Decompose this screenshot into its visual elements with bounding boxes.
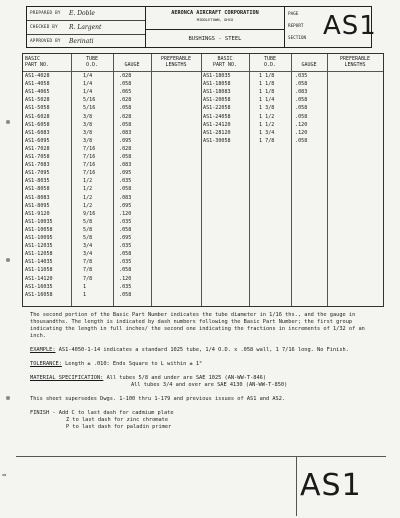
company-name: AERONCA AIRCRAFT CORPORATION [171, 10, 259, 16]
gauge-cell: .083 [119, 194, 132, 201]
tube-od-cell: 1/2 [83, 178, 93, 185]
gauge-cell: .058 [295, 113, 308, 120]
part-number-cell: AS1-7095 [25, 170, 50, 177]
gauge-cell: .035 [119, 178, 132, 185]
material-spec-1: All tubes 5/8 and under are SAE 1025 (AN-WW-T-846) [106, 375, 267, 381]
part-number-cell: AS1-7028 [25, 145, 50, 152]
part-number-cell: AS1-18083 [203, 89, 231, 96]
tolerance-label: TOLERANCE: [30, 361, 62, 367]
gauge-cell: .058 [295, 105, 308, 112]
tube-od-cell: 3/8 [83, 129, 93, 136]
company-block [146, 7, 285, 47]
gauge-cell: .083 [119, 129, 132, 136]
part-number-cell: AS1-4065 [25, 89, 50, 96]
approved-row [27, 35, 145, 48]
gauge-cell: .120 [119, 275, 132, 282]
gauge-cell: .095 [119, 137, 132, 144]
column-divider [291, 54, 292, 306]
tube-od-cell: 7/16 [83, 162, 96, 169]
gauge-cell: .035 [119, 218, 132, 225]
subject-title: BUSHINGS - STEEL [146, 29, 284, 48]
footer-divider [296, 456, 297, 516]
material-spec-2: All tubes 3/4 and over are SAE 4130 (AN-WW-T-850) [131, 382, 288, 388]
part-number-cell: AS1-10095 [25, 235, 53, 241]
tube-od-cell: 1 1/2 [259, 113, 275, 120]
part-number-cell: AS1-5028 [25, 97, 50, 104]
part-number-cell: AS1-9120 [25, 210, 50, 217]
tube-od-cell: 7/16 [83, 145, 96, 152]
header-tube-od-2: TUBE O.D. [263, 56, 277, 68]
part-number-cell: AS1-8095 [25, 202, 50, 209]
finish-line-2: Z to last dash for zinc chromate [66, 417, 169, 423]
part-number-cell: AS1-20058 [203, 97, 231, 104]
gauge-cell: .058 [119, 267, 132, 274]
header-basic-part: BASIC PART NO. [25, 56, 50, 68]
side-mark: D [2, 473, 7, 476]
title-block [26, 6, 377, 48]
part-number-cell: AS1-28120 [203, 129, 231, 136]
material-label: MATERIAL SPECIFICATION: [30, 375, 104, 381]
finish-line-1: FINISH - Add C to last dash for cadmium plate [30, 410, 174, 416]
example-line [30, 347, 375, 354]
prepared-by: E. Doble [69, 10, 95, 17]
gauge-cell: .058 [295, 97, 308, 104]
gauge-cell: .058 [119, 81, 132, 88]
tube-od-cell: 1/4 [83, 73, 93, 79]
part-number-cell: AS1-14120 [25, 275, 53, 282]
tube-od-cell: 7/16 [83, 154, 96, 160]
tube-od-cell: 1/4 [83, 89, 93, 96]
part-number-cell: AS1-12058 [25, 251, 53, 258]
gauge-cell: .028 [119, 113, 132, 120]
part-number-cell: AS1-10058 [25, 226, 53, 233]
supersedes-note: This sheet supersedes Dwgs. 1-100 thru 1-179 and previous issues of AS1 and AS2. [30, 396, 286, 402]
tolerance-line [30, 361, 375, 368]
gauge-cell: .058 [119, 121, 132, 128]
part-number-cell: AS1-5058 [25, 105, 50, 112]
gauge-cell: .058 [119, 105, 132, 112]
part-number-cell: AS1-14035 [25, 259, 53, 266]
part-number-cell: AS1-22058 [203, 105, 231, 112]
gauge-cell: .035 [119, 283, 132, 290]
part-number-cell: AS1-18058 [203, 81, 231, 88]
tolerance-text: Length ± .010: Ends Square to L within ± 1° [65, 361, 203, 367]
column-divider [201, 54, 202, 306]
tube-od-cell: 1 [83, 291, 87, 298]
tube-od-cell: 9/16 [83, 210, 96, 217]
gauge-cell: .083 [119, 162, 132, 169]
report-number: AS1 [323, 11, 377, 41]
part-number-cell: AS1-6095 [25, 137, 50, 144]
prepared-row [27, 7, 145, 21]
gauge-cell: .058 [119, 154, 132, 160]
part-number-cell: AS1-16035 [25, 283, 53, 290]
tube-od-cell: 1/4 [83, 81, 93, 88]
approved-by: Berinati [69, 38, 94, 45]
punch-hole [6, 120, 10, 124]
part-number-cell: AS1-24058 [203, 113, 231, 120]
tube-od-cell: 1 3/8 [259, 105, 275, 112]
part-number-cell: AS1-12035 [25, 243, 53, 250]
gauge-cell: .095 [119, 235, 132, 241]
part-number-cell: AS1-10035 [25, 218, 53, 225]
tube-od-cell: 1 1/2 [259, 121, 275, 128]
approved-label: APPROVED BY [30, 39, 61, 44]
punch-hole [6, 258, 10, 262]
part-number-cell: AS1-16058 [25, 291, 53, 298]
gauge-cell: .058 [119, 226, 132, 233]
tube-od-cell: 7/8 [83, 259, 93, 266]
column-divider [249, 54, 250, 306]
part-number-cell: AS1-6058 [25, 121, 50, 128]
column-divider [151, 54, 152, 306]
parts-table [22, 53, 384, 307]
header-gauge: GAUGE [124, 62, 140, 68]
tube-od-cell: 5/8 [83, 218, 93, 225]
column-divider [113, 54, 114, 306]
part-number-cell: AS1-24120 [203, 121, 231, 128]
gauge-cell: .035 [119, 259, 132, 266]
part-number-cell: AS1-6028 [25, 113, 50, 120]
gauge-cell: .120 [119, 210, 132, 217]
footer-rule [16, 456, 386, 457]
gauge-cell: .058 [119, 291, 132, 298]
report-block [285, 7, 377, 47]
part-number-cell: AS1-8058 [25, 186, 50, 193]
part-number-cell: AS1-30058 [203, 137, 231, 144]
tube-od-cell: 3/8 [83, 137, 93, 144]
gauge-cell: .120 [295, 121, 308, 128]
company-city: MIDDLETOWN, OHIO [196, 17, 234, 22]
gauge-cell: .028 [119, 73, 132, 79]
part-number-cell: AS1-11058 [25, 267, 53, 274]
part-number-cell: AS1-18035 [203, 73, 231, 79]
example-text: AS1-4050-1-14 indicates a standard 1025 tube, 1/4 O.D. x .058 wall, 1 7/16 long. No Finish. [58, 347, 349, 353]
gauge-cell: .035 [119, 243, 132, 250]
tube-od-cell: 1/2 [83, 186, 93, 193]
gauge-cell: .065 [119, 89, 132, 96]
gauge-cell: .095 [119, 170, 132, 177]
tube-od-cell: 3/4 [83, 243, 93, 250]
tube-od-cell: 5/8 [83, 226, 93, 233]
tube-od-cell: 5/8 [83, 235, 93, 241]
tube-od-cell: 5/16 [83, 97, 96, 104]
punch-hole [6, 396, 10, 400]
footer-report-number: AS1 [300, 468, 362, 503]
finish-line-3: P to last dash for paladin primer [66, 424, 172, 430]
tube-od-cell: 1/2 [83, 202, 93, 209]
gauge-cell: .058 [295, 81, 308, 88]
gauge-cell: .083 [295, 89, 308, 96]
checked-label: CHECKED BY [30, 25, 58, 30]
tube-od-cell: 1/2 [83, 194, 93, 201]
tube-od-cell: 1 1/8 [259, 81, 275, 88]
tube-od-cell: 1 1/8 [259, 73, 275, 79]
checked-by: R. Largent [69, 24, 102, 31]
tube-od-cell: 3/8 [83, 113, 93, 120]
tube-od-cell: 1 3/4 [259, 129, 275, 136]
notes-section [30, 312, 375, 431]
tube-od-cell: 3/4 [83, 251, 93, 258]
gauge-cell: .058 [295, 137, 308, 144]
example-label: EXAMPLE: [30, 347, 56, 353]
column-divider [327, 54, 328, 306]
gauge-cell: .028 [119, 145, 132, 152]
part-number-cell: AS1-8035 [25, 178, 50, 185]
column-divider [71, 54, 72, 306]
material-line-2 [30, 382, 375, 389]
tube-od-cell: 5/16 [83, 105, 96, 112]
gauge-cell: .120 [295, 129, 308, 136]
signature-block [27, 7, 146, 47]
gauge-cell: .058 [119, 251, 132, 258]
material-line [30, 375, 375, 382]
header-preferable-lengths: PREFERABLE LENGTHS [160, 56, 192, 68]
header-basic-part-2: BASIC PART NO. [212, 56, 238, 68]
gauge-cell: .028 [119, 97, 132, 104]
tube-od-cell: 7/16 [83, 170, 96, 177]
gauge-cell: .035 [295, 73, 308, 79]
part-number-cell: AS1-4028 [25, 73, 50, 79]
tube-od-cell: 7/8 [83, 267, 93, 274]
prepared-label: PREPARED BY [30, 11, 61, 16]
tube-od-cell: 3/8 [83, 121, 93, 128]
page-label: PAGE [288, 12, 299, 17]
section-label: SECTION [288, 36, 307, 41]
report-label: REPORT [288, 24, 304, 29]
part-number-cell: AS1-8083 [25, 194, 50, 201]
part-number-cell: AS1-7083 [25, 162, 50, 169]
header-tube-od: TUBE O.D. [85, 56, 99, 68]
tube-od-cell: 1 1/4 [259, 97, 275, 104]
header-gauge-2: GAUGE [301, 62, 317, 68]
gauge-cell: .095 [119, 202, 132, 209]
tube-od-cell: 1 7/8 [259, 137, 275, 144]
tube-od-cell: 7/8 [83, 275, 93, 282]
part-number-cell: AS1-7058 [25, 154, 50, 160]
part-number-cell: AS1-6083 [25, 129, 50, 136]
tube-od-cell: 1 [83, 283, 87, 290]
gauge-cell: .058 [119, 186, 132, 193]
part-number-explanation: The second portion of the Basic Part Number indicates the tube diameter in 1/16 ths., and the gauge in thousandths. The length is indicated by dash numbers following the Basic Part Number; the first group indicating the length in full inches/ the second one indicating the fractions in increments of 1/32 of an inch. [30, 312, 365, 339]
header-rule [23, 71, 383, 72]
part-number-cell: AS1-4058 [25, 81, 50, 88]
tube-od-cell: 1 1/8 [259, 89, 275, 96]
checked-row [27, 21, 145, 35]
header-preferable-lengths-2: PREFERABLE LENGTHS [339, 56, 371, 68]
